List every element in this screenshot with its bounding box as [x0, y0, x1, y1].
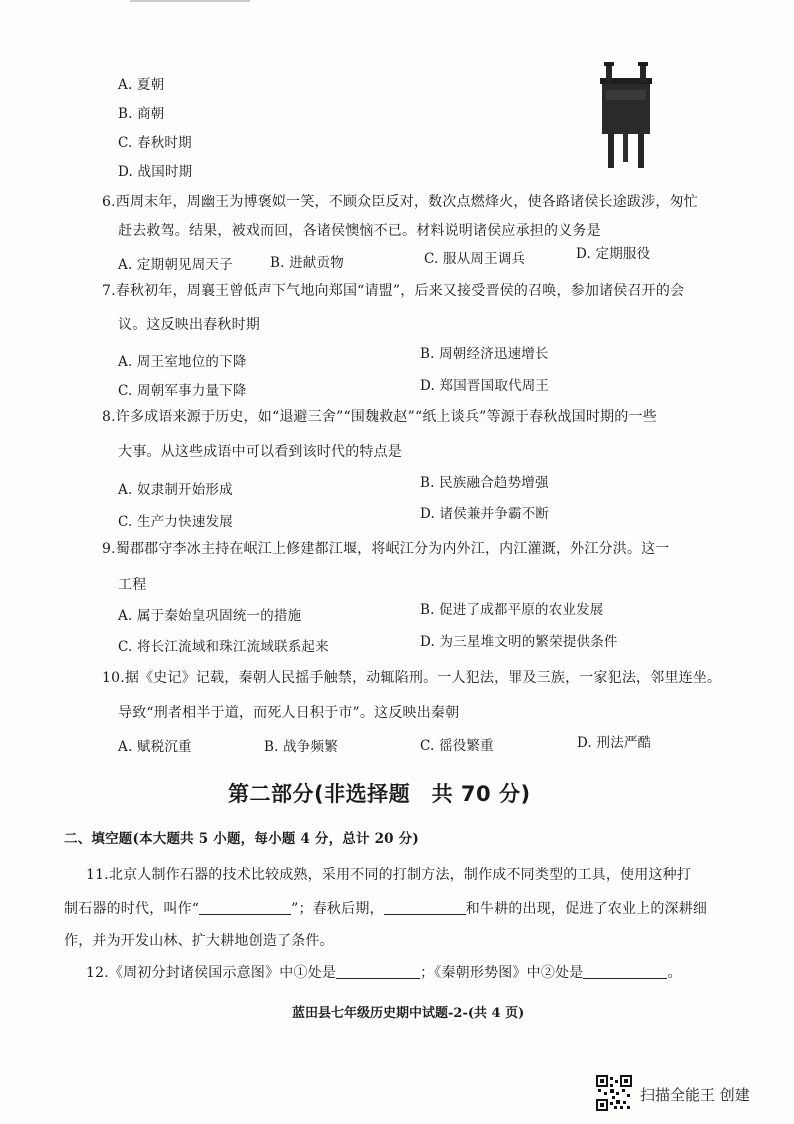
q11-line1: 11.北京人制作石器的技术比较成熟，采用不同的打制方法，制作成不同类型的工具，使用这种打	[86, 867, 692, 883]
q5-option-d: D. 战国时期	[118, 164, 193, 180]
q10-option-a: A. 赋税沉重	[118, 739, 192, 755]
q6-stem-line1: 6.西周末年，周幽王为博褒姒一笑，不顾众臣反对，数次点燃烽火，使各路诸侯长途跋涉，匆忙	[102, 194, 698, 210]
q8-stem-line1: 8.许多成语来源于历史，如“退避三舍”“围魏救赵”“纸上谈兵”等源于春秋战国时期的一些	[102, 409, 657, 425]
q6-option-b: B. 进献贡物	[270, 255, 344, 271]
q12-blank-1[interactable]	[336, 964, 420, 979]
q10-option-b: B. 战争频繁	[264, 739, 338, 755]
q5-option-a: A. 夏朝	[118, 77, 165, 93]
q6-option-a: A. 定期朝见周天子	[118, 257, 233, 273]
q6-option-d: D. 定期服役	[576, 246, 651, 262]
q12-text-b: ；《秦朝形势图》中②处是	[420, 965, 584, 981]
q9-option-d: D. 为三星堆文明的繁荣提供条件	[420, 634, 618, 650]
q8-option-b: B. 民族融合趋势增强	[420, 475, 549, 491]
q7-option-a: A. 周王室地位的下降	[118, 354, 247, 370]
q7-option-b: B. 周朝经济迅速增长	[420, 346, 549, 362]
q8-stem-line2: 大事。从这些成语中可以看到该时代的特点是	[118, 444, 402, 460]
top-edge-mark	[130, 0, 250, 2]
q8-option-c: C. 生产力快速发展	[118, 514, 233, 530]
page-footer: 蓝田县七年级历史期中试题-2-(共 4 页)	[292, 1006, 525, 1021]
q6-option-c: C. 服从周王调兵	[424, 251, 526, 267]
q10-option-d: D. 刑法严酷	[577, 735, 652, 751]
q12-blank-2[interactable]	[583, 964, 667, 979]
q10-stem-line2: 导致“刑者相半于道，而死人日积于市”。这反映出秦朝	[118, 705, 460, 721]
q12-line	[86, 964, 682, 982]
section2-title: 二、填空题(本大题共 5 小题，每小题 4 分，总计 20 分)	[64, 831, 419, 847]
q12-text-a: 12.《周初分封诸侯国示意图》中①处是	[86, 965, 337, 981]
q7-stem-line1: 7.春秋初年，周襄王曾低声下气地向郑国“请盟”，后来又接受晋侯的召唤，参加诸侯召开的会	[102, 283, 685, 299]
q8-option-d: D. 诸侯兼并争霸不断	[420, 506, 550, 522]
q12-text-c: 。	[667, 965, 682, 981]
q9-option-c: C. 将长江流域和珠江流域联系起来	[118, 639, 329, 655]
q11-blank-2[interactable]	[384, 900, 466, 915]
q9-stem-line1: 9.蜀郡郡守李冰主持在岷江上修建都江堰，将岷江分为内外江，内江灌溉，外江分洪。这一	[102, 541, 670, 557]
q9-option-b: B. 促进了成都平原的农业发展	[420, 602, 604, 618]
q6-stem-line2: 赶去救驾。结果，被戏而回，各诸侯懊恼不已。材料说明诸侯应承担的义务是	[118, 223, 601, 239]
q7-option-c: C. 周朝军事力量下降	[118, 383, 247, 399]
q11-line2	[64, 900, 707, 918]
q8-option-a: A. 奴隶制开始形成	[118, 482, 233, 498]
q10-stem-line1: 10.据《史记》记载，秦朝人民摇手触禁，动辄陷刑。一人犯法，罪及三族，一家犯法，邻里连坐。	[102, 670, 722, 686]
q5-option-b: B. 商朝	[118, 106, 165, 122]
q11-text-c: 和牛耕的出现，促进了农业上的深耕细	[465, 901, 708, 917]
q9-stem-line2: 工程	[118, 577, 147, 593]
qr-code-icon	[596, 1075, 632, 1111]
q11-line3: 作，并为开发山林、扩大耕地创造了条件。	[64, 933, 334, 949]
q11-blank-1[interactable]	[199, 900, 291, 915]
q7-option-d: D. 郑国晋国取代周王	[420, 378, 550, 394]
q7-stem-line2: 议。这反映出春秋时期	[118, 317, 260, 333]
bronze-ding-image	[598, 60, 654, 170]
q9-option-a: A. 属于秦始皇巩固统一的措施	[118, 608, 302, 624]
part2-heading: 第二部分(非选择题 共 70 分)	[228, 782, 531, 806]
q11-text-a: 制石器的时代，叫作“	[64, 901, 200, 917]
q5-option-c: C. 春秋时期	[118, 135, 192, 151]
q11-text-b: ”；春秋后期，	[291, 901, 384, 917]
q10-option-c: C. 徭役繁重	[420, 738, 494, 754]
scanner-watermark-label: 扫描全能王 创建	[640, 1086, 750, 1104]
